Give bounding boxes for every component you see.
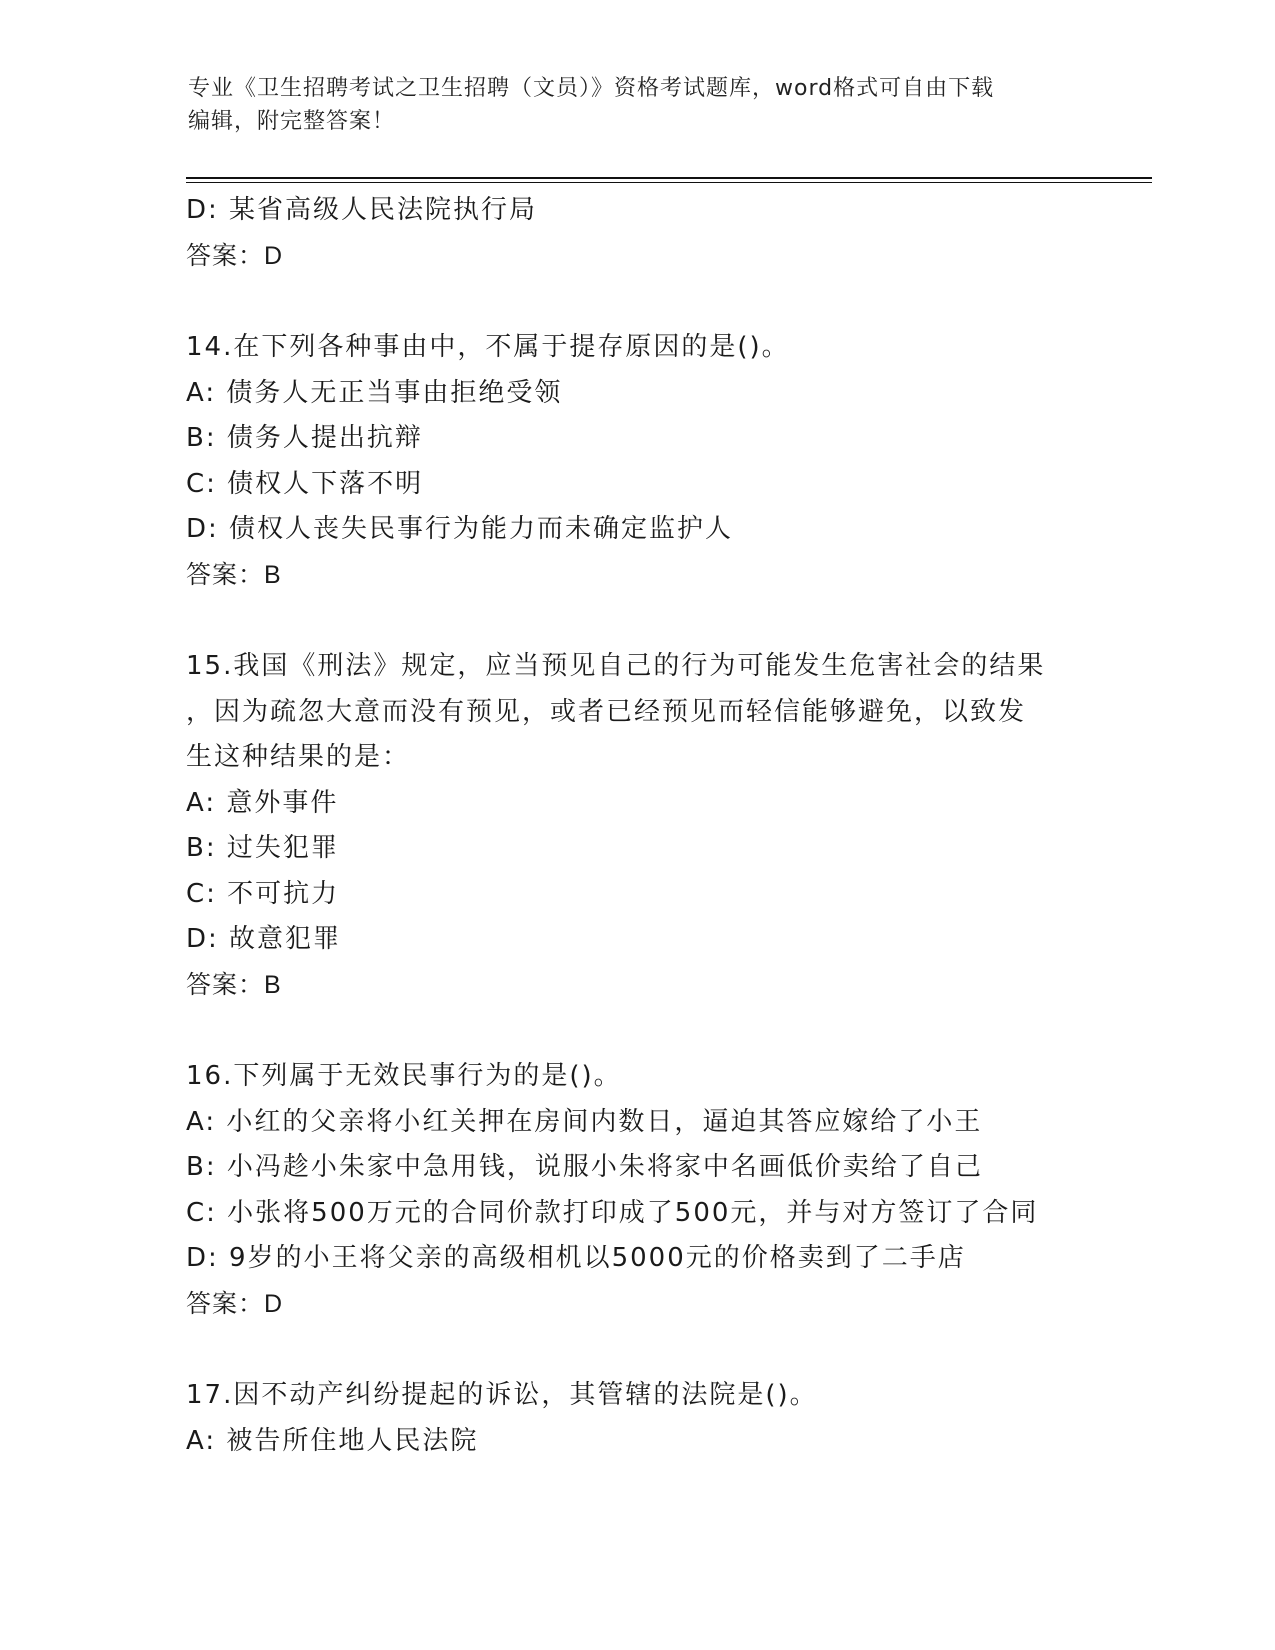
question-stem: 16.下列属于无效民事行为的是()。 (186, 1061, 622, 1091)
option-b: B: 债务人提出抗辩 (186, 423, 423, 453)
question-stem: 14.在下列各种事由中，不属于提存原因的是()。 (186, 332, 790, 362)
question-stem-line-1: 15.我国《刑法》规定，应当预见自己的行为可能发生危害社会的结果 (186, 651, 1046, 681)
option-c: C: 小张将500万元的合同价款打印成了500元，并与对方签订了合同 (186, 1197, 1039, 1228)
question-17 (186, 1373, 1152, 1464)
option-d: D: 9岁的小王将父亲的高级相机以5000元的价格卖到了二手店 (186, 1243, 966, 1273)
spacer (186, 598, 1152, 644)
spacer (186, 1327, 1152, 1373)
question-stem: 17.因不动产纠纷提起的诉讼，其管辖的法院是()。 (186, 1380, 818, 1410)
question-13-tail (186, 188, 1152, 279)
option-c: C: 债权人下落不明 (186, 468, 424, 499)
answer: 答案：D (186, 241, 284, 270)
answer: 答案：D (186, 1289, 284, 1318)
option-a: A: 被告所住地人民法院 (186, 1425, 479, 1456)
spacer (186, 1008, 1152, 1054)
header-line-2: 编辑，附完整答案！ (188, 109, 396, 134)
question-stem-line-3: 生这种结果的是： (186, 742, 411, 772)
option-b: B: 小冯趁小朱家中急用钱，说服小朱将家中名画低价卖给了自己 (186, 1152, 983, 1182)
header-line-1: 专业《卫生招聘考试之卫生招聘（文员）》资格考试题库，word格式可自由下载 (188, 76, 995, 101)
option-a: A: 债务人无正当事由拒绝受领 (186, 377, 563, 408)
header-rule-thick (186, 177, 1152, 179)
option-d: D: 债权人丧失民事行为能力而未确定监护人 (186, 514, 734, 544)
option-d: D: 某省高级人民法院执行局 (186, 195, 538, 225)
page-header (188, 72, 1088, 138)
question-14 (186, 325, 1152, 598)
option-a: A: 意外事件 (186, 787, 339, 818)
option-b: B: 过失犯罪 (186, 833, 339, 863)
spacer (186, 279, 1152, 325)
option-d: D: 故意犯罪 (186, 924, 342, 954)
header-rule-thin (186, 182, 1152, 183)
answer: 答案：B (186, 560, 282, 589)
question-stem-line-2: ，因为疏忽大意而没有预见，或者已经预见而轻信能够避免，以致发 (186, 696, 1027, 727)
option-c: C: 不可抗力 (186, 878, 340, 909)
answer: 答案：B (186, 970, 282, 999)
option-a: A: 小红的父亲将小红关押在房间内数日，逼迫其答应嫁给了小王 (186, 1106, 983, 1137)
question-list (186, 188, 1152, 1464)
question-16 (186, 1054, 1152, 1327)
question-15 (186, 644, 1152, 1008)
